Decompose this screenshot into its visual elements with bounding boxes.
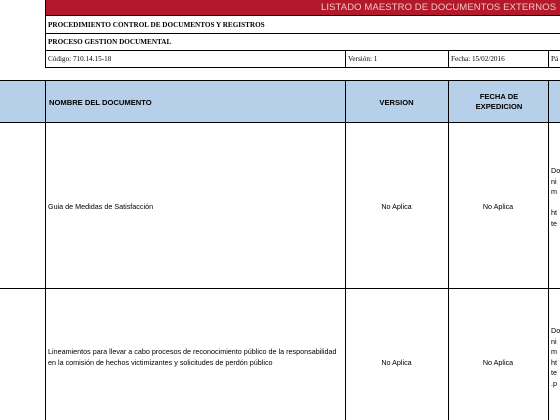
row-1-date: No Aplica [482,202,514,211]
document-code: Código: 710.14.15-18 [48,55,112,63]
row-1-overflow: Do ni m ht te [551,166,560,228]
row-2-date: No Aplica [482,358,514,367]
row-1-version: No Aplica [381,202,412,211]
column-header-name: NOMBRE DEL DOCUMENTO [49,98,152,107]
row-2-version: No Aplica [381,358,412,367]
column-header-date: FECHA DE EXPEDICION [475,92,523,111]
document-version: Versión: 1 [348,55,378,63]
process-title: PROCESO GESTION DOCUMENTAL [48,38,172,46]
row-2-name: Lineamientos para llevar a cabo procesos de reconocimiento público de la responsabilidad en la comisión de hechos victimizantes y solicitudes de perdón público [48,347,337,367]
row-1-name: Guia de Medidas de Satisfacción [48,202,154,211]
row-2-overflow: Do ni m ht te .p [551,326,560,388]
banner-title: LISTADO MAESTRO DE DOCUMENTOS EXTERNOS [321,2,557,13]
document-date: Fecha: 15/02/2016 [451,55,505,63]
column-header-version: VERSION [379,98,414,107]
procedure-title: PROCEDIMIENTO CONTROL DE DOCUMENTOS Y REGISTROS [48,21,265,29]
page-label: Pá [551,55,559,63]
